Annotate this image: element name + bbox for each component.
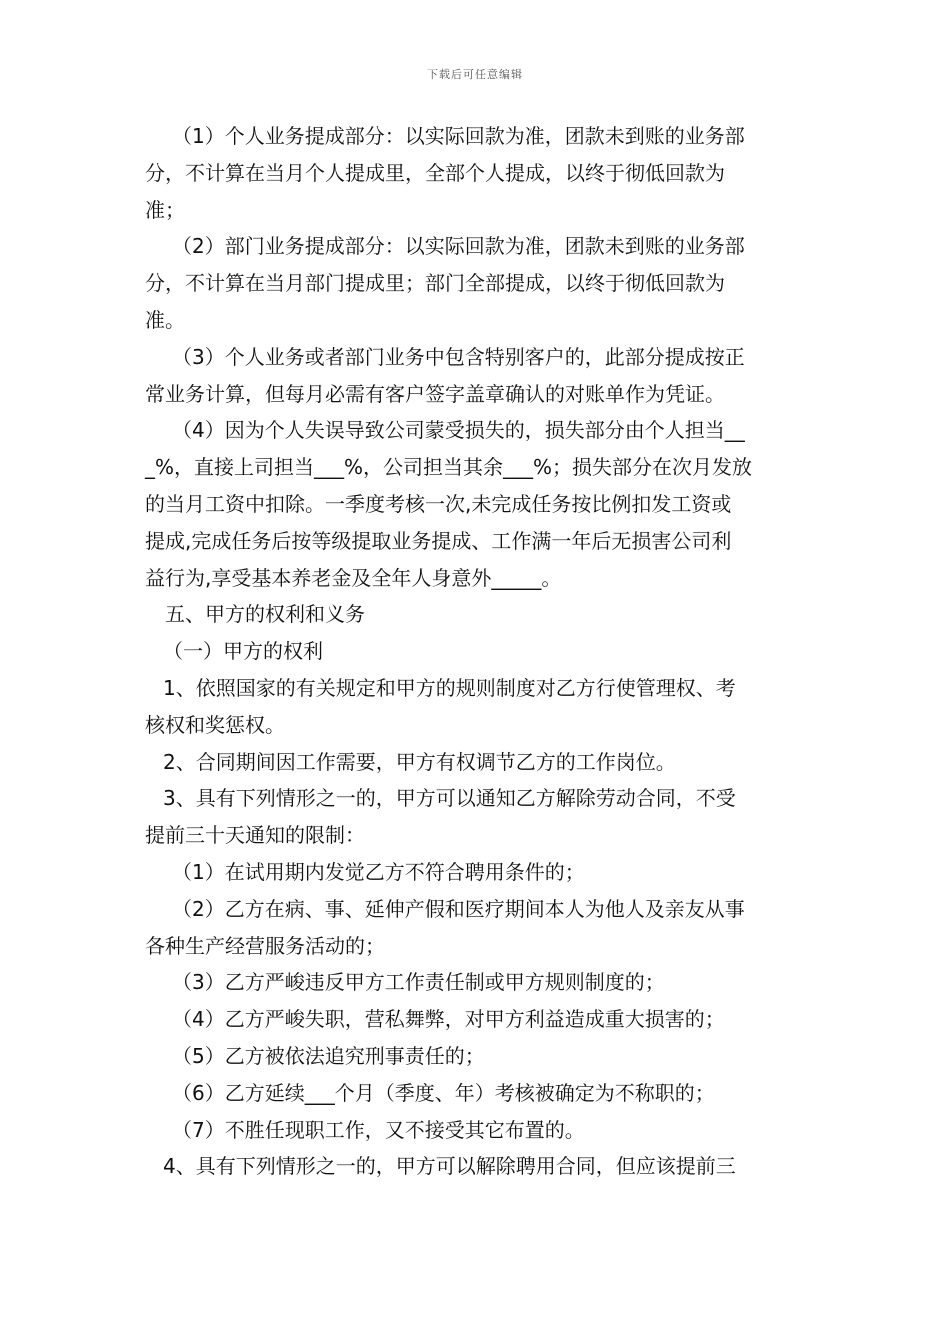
text-line: 准。: [145, 307, 185, 332]
text-line: 2、合同期间因工作需要，甲方有权调节乙方的工作岗位。: [163, 749, 676, 774]
text-line: 益行为,享受基本养老金及全年人身意外_____。: [145, 565, 562, 590]
text-line: 分，不计算在当月部门提成里；部门全部提成，以终于彻低回款为: [145, 271, 725, 296]
text-line: 常业务计算，但每月必需有客户签字盖章确认的对账单作为凭证。: [145, 381, 725, 406]
page-header: 下载后可任意编辑: [427, 68, 523, 81]
text-line: 4、具有下列情形之一的，甲方可以解除聘用合同，但应该提前三: [163, 1154, 736, 1179]
text-line: 提成,完成任务后按等级提取业务提成、工作满一年后无损害公司利: [145, 528, 732, 553]
text-line: 提前三十天通知的限制：: [145, 823, 365, 848]
text-line: （2）乙方在病、事、延伸产假和医疗期间本人为他人及亲友从事: [172, 896, 745, 921]
text-line: （2）部门业务提成部分：以实际回款为准，团款未到账的业务部: [172, 234, 745, 259]
text-line: 的当月工资中扣除。一季度考核一次,未完成任务按比例扣发工资或: [145, 491, 732, 516]
text-line: （3）个人业务或者部门业务中包含特别客户的，此部分提成按正: [172, 344, 745, 369]
text-line: （3）乙方严峻违反甲方工作责任制或甲方规则制度的；: [172, 970, 665, 995]
text-line: 核权和奖惩权。: [145, 712, 285, 737]
text-line: （5）乙方被依法追究刑事责任的；: [172, 1043, 485, 1068]
text-line: _%，直接上司担当___%，公司担当其余___%；损失部分在次月发放: [145, 455, 753, 480]
text-line: （4）因为个人失误导致公司蒙受损失的，损失部分由个人担当__: [172, 418, 745, 443]
text-line: （4）乙方严峻失职，营私舞弊，对甲方利益造成重大损害的；: [172, 1007, 725, 1032]
text-line: （1）个人业务提成部分：以实际回款为准，团款未到账的业务部: [172, 124, 745, 148]
text-line: （7）不胜任现职工作，又不接受其它布置的。: [172, 1117, 585, 1142]
text-line: 分，不计算在当月个人提成里，全部个人提成，以终于彻低回款为: [145, 160, 725, 185]
subsection-heading: （一）甲方的权利: [163, 639, 323, 664]
text-line: 1、依照国家的有关规定和甲方的规则制度对乙方行使管理权、考: [163, 675, 736, 700]
document-body: [145, 118, 810, 1185]
section-heading: 五、甲方的权利和义务: [165, 602, 365, 627]
text-line: 各种生产经营服务活动的；: [145, 933, 385, 958]
text-line: （1）在试用期内发觉乙方不符合聘用条件的；: [172, 859, 585, 884]
text-line: 3、具有下列情形之一的，甲方可以通知乙方解除劳动合同，不受: [163, 786, 736, 811]
text-line: （6）乙方延续___个月（季度、年）考核被确定为不称职的；: [172, 1080, 715, 1105]
text-line: 准；: [145, 197, 185, 222]
